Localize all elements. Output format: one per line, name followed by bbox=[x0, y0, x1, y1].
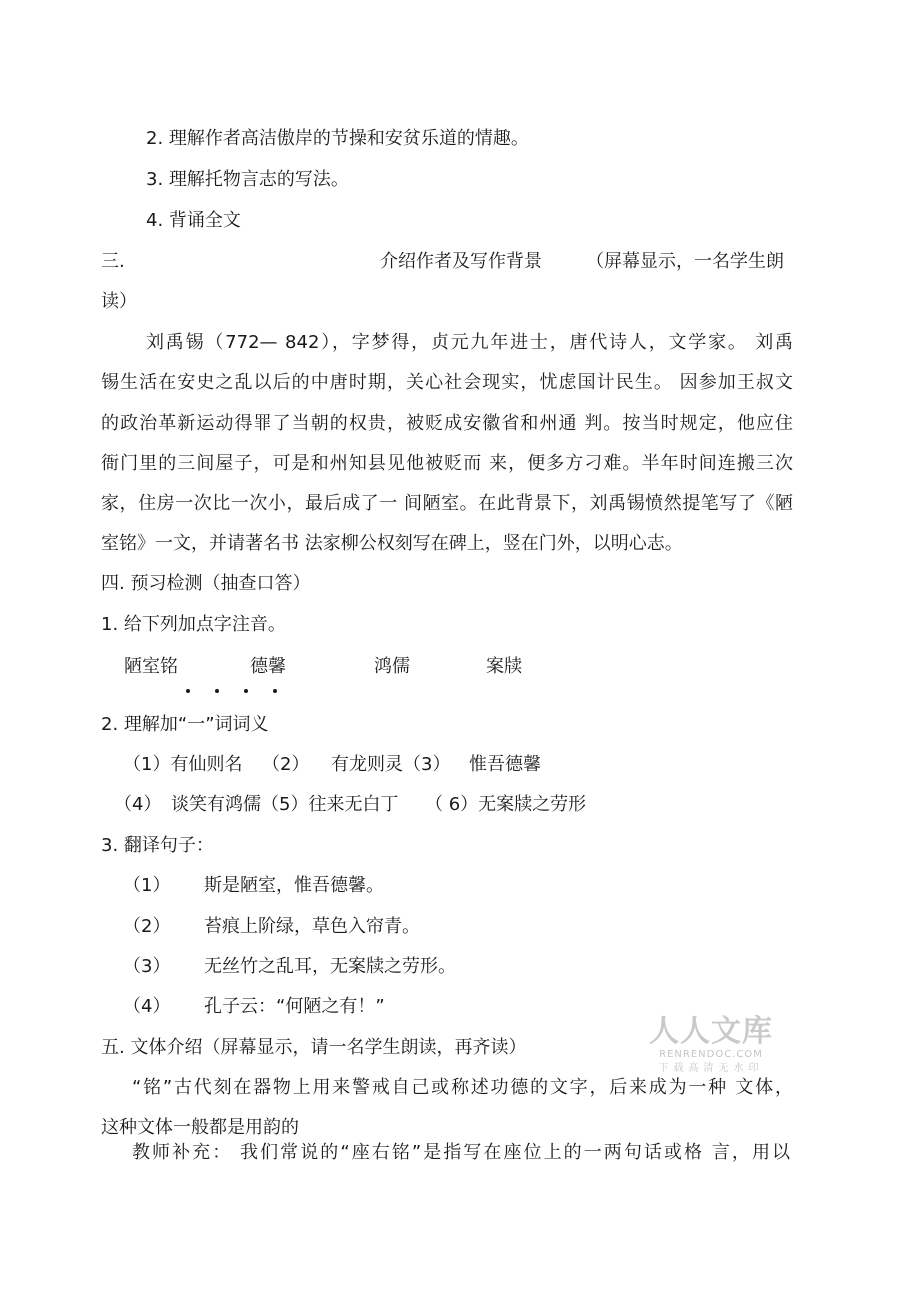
watermark-logo bbox=[648, 1015, 774, 1075]
watermark-slogan: 下载高清无水印 bbox=[658, 1063, 764, 1074]
question-2-item: 惟吾德馨 bbox=[469, 754, 541, 775]
question-3-title: 3. 翻译句子： bbox=[101, 835, 214, 856]
question-2-item: 有龙则灵（3） bbox=[331, 754, 451, 775]
author-paragraph-line: 锡生活在安史之乱以后的中唐时期，关心社会现实，忧虑国计民生。 因参加王叔文 bbox=[101, 372, 793, 393]
objective-item-3: 3. 理解托物言志的写法。 bbox=[146, 169, 349, 190]
pinyin-word: 德馨 bbox=[250, 656, 286, 677]
section-3-note-continued: 读） bbox=[101, 291, 137, 312]
author-paragraph-line: 室铭》一文，并请著名书 法家柳公权刻写在碑上，竖在门外，以明心志。 bbox=[101, 533, 683, 554]
section-3-number: 三. bbox=[101, 251, 125, 272]
question-2-item: （1）有仙则名 bbox=[123, 754, 243, 775]
pinyin-word: 鸿儒 bbox=[374, 656, 410, 677]
pinyin-word: 案牍 bbox=[486, 656, 522, 677]
question-1-title: 1. 给下列加点字注音。 bbox=[101, 614, 286, 635]
author-paragraph-line: 家，住房一次比一次小，最后成了一 间陋室。在此背景下，刘禹锡愤然提笔写了《陋 bbox=[101, 493, 793, 514]
question-2-title: 2. 理解加“一”词词义 bbox=[101, 714, 269, 735]
translate-item-number: （2） bbox=[123, 916, 171, 937]
pinyin-word: 陋室铭 bbox=[124, 656, 178, 677]
question-2-item: （ 6）无案牍之劳形 bbox=[425, 794, 587, 815]
section-5-title: 五. 文体介绍（屏幕显示，请一名学生朗读，再齐读） bbox=[101, 1037, 527, 1058]
translate-item-number: （4） bbox=[123, 996, 171, 1017]
genre-paragraph-line: 这种文体一般都是用韵的 bbox=[101, 1117, 299, 1138]
translate-item-number: （1） bbox=[123, 875, 171, 896]
section-3-title: 介绍作者及写作背景 bbox=[380, 251, 542, 272]
question-2-item: （2） bbox=[262, 754, 310, 775]
translate-item-text: 无丝竹之乱耳，无案牍之劳形。 bbox=[204, 956, 456, 977]
translate-item-text: 苔痕上阶绿，草色入帘青。 bbox=[204, 916, 420, 937]
author-paragraph-line: 衙门里的三间屋子，可是和州知县见他被贬而 来，便多方刁难。半年时间连搬三次 bbox=[101, 453, 793, 474]
genre-paragraph-line: “铭”古代刻在器物上用来警戒自己或称述功德的文字，后来成为一种 文体， bbox=[132, 1077, 793, 1098]
section-4-title: 四. 预习检测（抽查口答） bbox=[101, 573, 311, 594]
objective-item-4: 4. 背诵全文 bbox=[146, 210, 241, 231]
translate-item-text: 孔子云：“何陋之有！” bbox=[204, 996, 385, 1017]
teacher-supplement: 教师补充： 我们常说的“座右铭”是指写在座位上的一两句话或格 言，用以 bbox=[132, 1142, 790, 1163]
objective-item-2: 2. 理解作者高洁傲岸的节操和安贫乐道的情趣。 bbox=[146, 128, 529, 149]
watermark-name: 人人文库 bbox=[649, 1014, 773, 1049]
section-3-note: （屏幕显示，一名学生朗 bbox=[586, 251, 784, 272]
author-paragraph-line: 刘禹锡（772— 842），字梦得，贞元九年进士，唐代诗人，文学家。 刘禹 bbox=[146, 332, 793, 353]
translate-item-number: （3） bbox=[123, 956, 171, 977]
emphasis-dot bbox=[273, 689, 277, 693]
translate-item-text: 斯是陋室，惟吾德馨。 bbox=[204, 875, 384, 896]
emphasis-dot bbox=[244, 689, 248, 693]
watermark-url: RENRENDOC.COM bbox=[659, 1049, 763, 1060]
question-2-item: （4） bbox=[114, 794, 162, 815]
emphasis-dot bbox=[186, 689, 190, 693]
emphasis-dot bbox=[215, 689, 219, 693]
question-2-item: 谈笑有鸿儒（5）往来无白丁 bbox=[171, 794, 399, 815]
author-paragraph-line: 的政治革新运动得罪了当朝的权贵，被贬成安徽省和州通 判。按当时规定，他应住 bbox=[101, 413, 793, 434]
